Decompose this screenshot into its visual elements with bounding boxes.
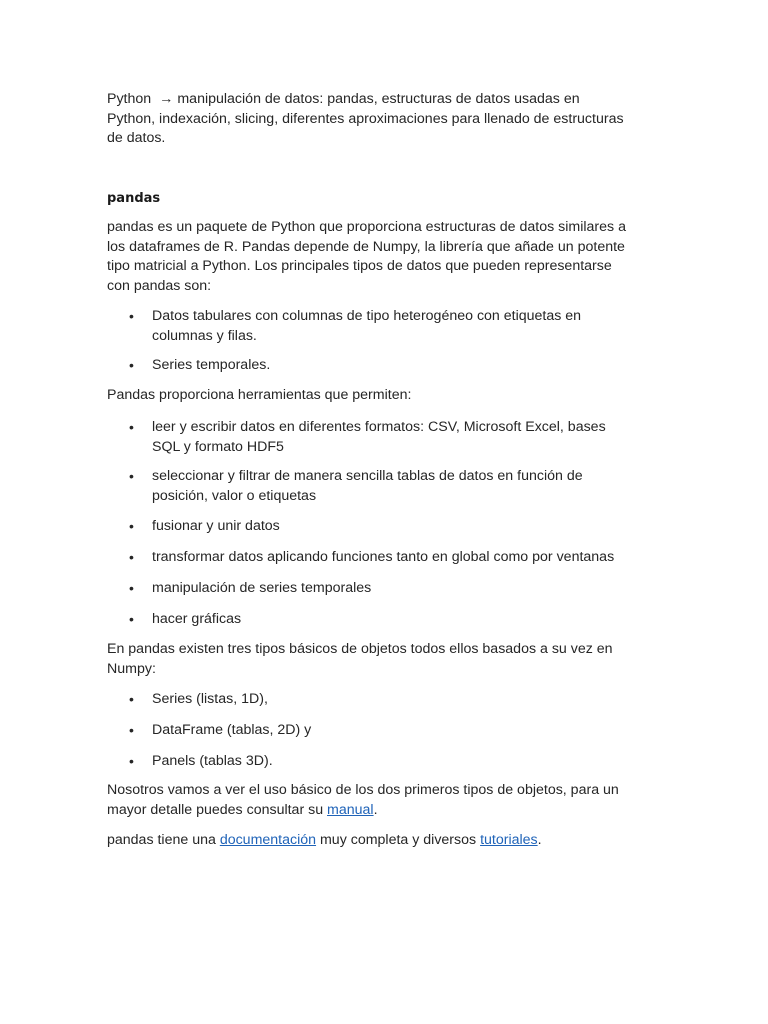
intro-line-1 [107, 90, 667, 110]
list-item-line: Panels (tablas 3D). [152, 753, 273, 769]
list-item [107, 418, 627, 457]
list-item-line: Datos tabulares con columnas de tipo heterogéneo con etiquetas en [152, 308, 582, 324]
paragraph-line [107, 801, 667, 821]
paragraph-text: mayor detalle puedes consultar su [107, 801, 328, 818]
list-item [107, 548, 627, 568]
usage-paragraph [107, 781, 667, 820]
object-types-paragraph [107, 640, 667, 679]
bullet-icon: • [129, 419, 134, 435]
bullet-icon: • [129, 580, 134, 596]
bullet-icon: • [129, 611, 134, 627]
list-item-line: posición, valor o etiquetas [152, 487, 317, 504]
list-item [107, 579, 627, 599]
list-item-line: leer y escribir datos en diferentes formatos: CSV, Microsoft Excel, bases [152, 419, 606, 435]
paragraph-line: los dataframes de R. Pandas depende de Numpy, la librería que añade un potente [107, 238, 625, 255]
list-item [107, 690, 627, 710]
list-item-line: columnas y filas. [152, 327, 257, 344]
list-item [107, 307, 627, 346]
paragraph-line: pandas es un paquete de Python que proporciona estructuras de datos similares a [107, 219, 626, 235]
list-item [107, 517, 627, 537]
list-item-line: seleccionar y filtrar de manera sencilla tablas de datos en función de [152, 468, 583, 484]
manual-link[interactable]: manual [327, 801, 374, 818]
list-item [107, 752, 627, 772]
paragraph-line: Nosotros vamos a ver el uso básico de los dos primeros tipos de objetos, para un [107, 782, 619, 798]
paragraph-line: Numpy: [107, 660, 156, 677]
tutorials-link[interactable]: tutoriales [480, 832, 538, 848]
arrow-right-icon: → [159, 91, 174, 107]
list-item-line: transformar datos aplicando funciones tanto en global como por ventanas [152, 549, 615, 565]
paragraph-text: pandas tiene una [107, 832, 220, 848]
section-heading: pandas [107, 191, 161, 206]
intro-description-paragraph [107, 218, 667, 296]
list-item [107, 610, 627, 630]
paragraph-text: . [373, 801, 378, 818]
intro-paragraph [107, 90, 667, 149]
list-item-line: Series temporales. [152, 357, 271, 373]
documentation-link[interactable]: documentación [219, 832, 317, 848]
list-item [107, 467, 627, 506]
paragraph-text: . [537, 832, 542, 848]
bullet-icon: • [129, 468, 134, 484]
intro-line-2: Python, indexación, slicing, diferentes aproximaciones para llenado de estructuras [107, 110, 624, 127]
bullet-icon: • [129, 691, 134, 707]
paragraph-text: muy completa y diversos [316, 832, 481, 848]
bullet-icon: • [129, 722, 134, 738]
bullet-icon: • [129, 518, 134, 534]
list-item-line: hacer gráficas [152, 611, 242, 627]
list-item-line: Series (listas, 1D), [152, 691, 268, 707]
bullet-icon: • [129, 357, 134, 373]
bullet-icon: • [129, 308, 134, 324]
list-item [107, 356, 627, 376]
intro-line-3: de datos. [107, 130, 166, 146]
bullet-icon: • [129, 753, 134, 769]
list-item-line: fusionar y unir datos [152, 518, 280, 534]
tools-intro-paragraph: Pandas proporciona herramientas que permiten: [107, 387, 412, 403]
list-item-line: SQL y formato HDF5 [152, 438, 284, 455]
list-item-line: DataFrame (tablas, 2D) y [152, 722, 312, 738]
intro-python-word: Python [107, 91, 152, 107]
paragraph-line: tipo matricial a Python. Los principales tipos de datos que pueden representarse [107, 258, 612, 274]
bullet-icon: • [129, 549, 134, 565]
documentation-paragraph [107, 831, 667, 851]
intro-line-1-text: manipulación de datos: pandas, estructuras de datos usadas en [177, 91, 580, 107]
list-item [107, 721, 627, 741]
paragraph-line: con pandas son: [107, 277, 212, 294]
list-item-line: manipulación de series temporales [152, 580, 372, 596]
paragraph-line: En pandas existen tres tipos básicos de objetos todos ellos basados a su vez en [107, 641, 613, 657]
